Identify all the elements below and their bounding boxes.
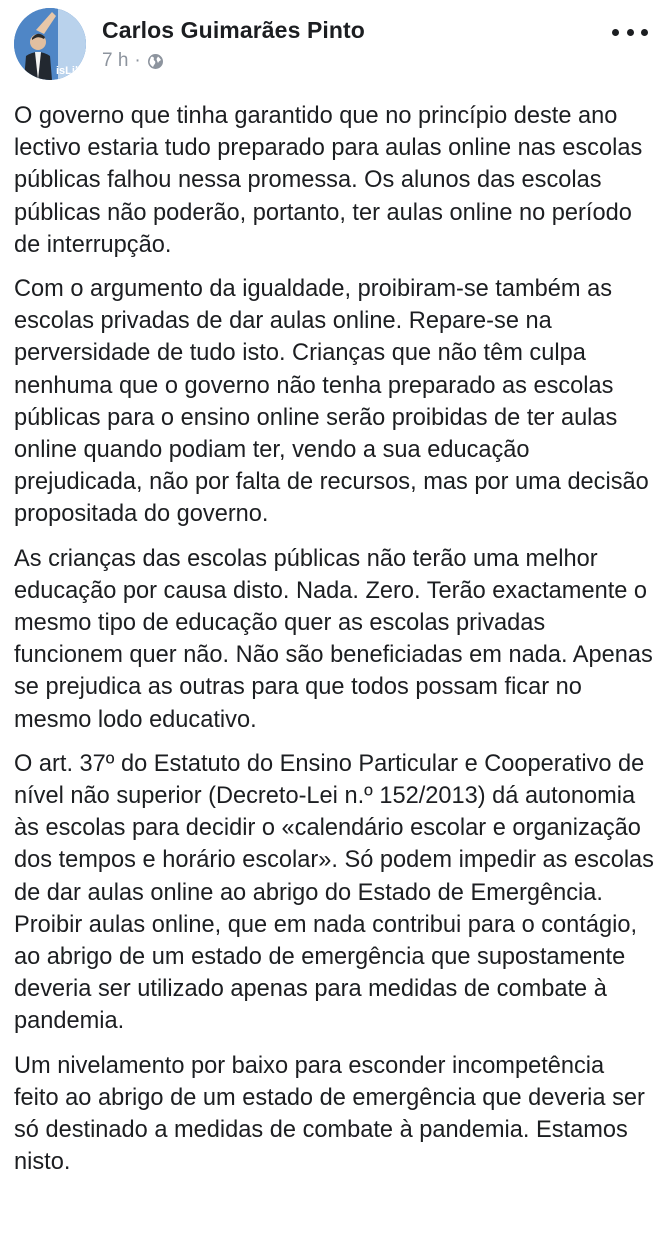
globe-icon: [147, 53, 164, 70]
meta-separator: ·: [134, 50, 141, 71]
post-paragraph: O governo que tinha garantido que no princípio deste ano lectivo estaria tudo preparado para aulas online nas escolas públicas falhou nessa promessa. Os alunos das escolas públicas não poderão, portanto, ter aulas online no período de interrupção.: [14, 103, 643, 258]
post-paragraph: Um nivelamento por baixo para esconder incompetência feito ao abrigo de um estado de emergência que deveria ser só destinado a medidas de combate à pandemia. Estamos nisto.: [14, 1052, 645, 1176]
avatar-photo: [14, 8, 86, 80]
author-name[interactable]: Carlos Guimarães Pinto: [102, 17, 365, 43]
avatar-logo-text: isLib: [56, 65, 82, 77]
post-paragraph: As crianças das escolas públicas não terão uma melhor educação por causa disto. Nada. Zero. Terão exactamente o mesmo tipo de educação quer as escolas privadas funcionem quer não. Não são beneficiadas em nada. Apenas se prejudica as outras para que todos possam ficar no mesmo lodo educativo.: [14, 545, 653, 733]
avatar[interactable]: [14, 8, 86, 80]
post-header: [0, 0, 672, 90]
post-paragraph: Com o argumento da igualdade, proibiram-se também as escolas privadas de dar aulas online. Repare-se na perversidade de tudo isto. Crianças que não têm culpa nenhuma que o governo não tenha preparado as escolas públicas para o ensino online serão proibidas de ter aulas online quando podiam ter, vendo a sua educação prejudicada, não por falta de recursos, mas por uma decisão propositada do governo.: [14, 276, 649, 528]
post-meta: [102, 50, 164, 72]
post-text: [14, 100, 654, 1191]
more-options-icon[interactable]: [612, 20, 648, 44]
post-timestamp[interactable]: 7 h: [102, 50, 129, 71]
post-paragraph: O art. 37º do Estatuto do Ensino Particular e Cooperativo de nível não superior (Decreto-Lei n.º 152/2013) dá autonomia às escolas para decidir o «calendário escolar e organização dos tempos e horário escolar». Só podem impedir as escolas de dar aulas online ao abrigo do Estado de Emergência. Proibir aulas online, que em nada contribui para o contágio, ao abrigo de um estado de emergência que supostamente deveria ser utilizado apenas para medidas de combate à pandemia.: [14, 750, 654, 1035]
